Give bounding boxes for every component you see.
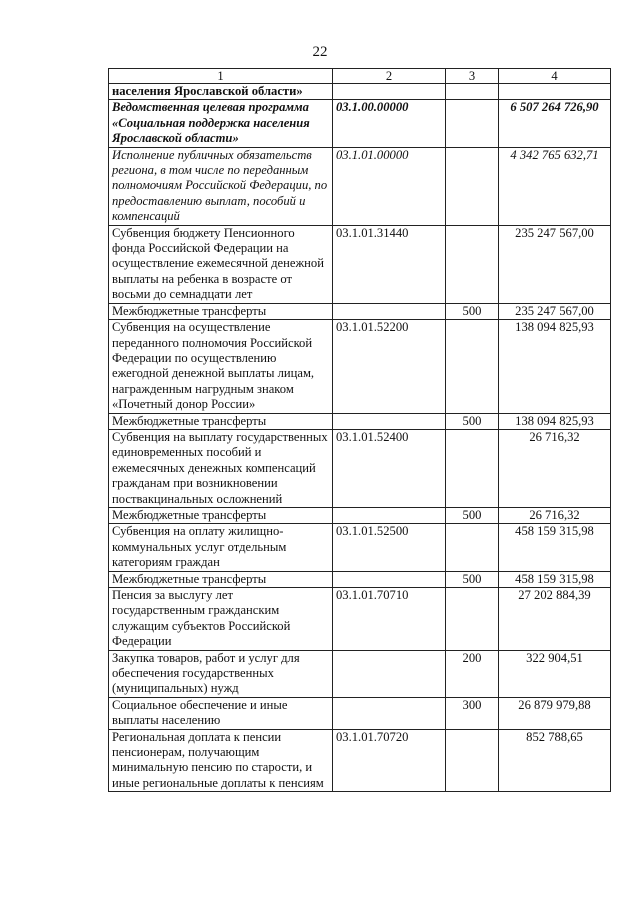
row-amount-cell: 235 247 567,00 — [499, 225, 611, 303]
row-amount-cell: 6 507 264 726,90 — [499, 100, 611, 147]
row-code-cell: 03.1.01.52500 — [333, 524, 446, 571]
table-body — [109, 84, 611, 792]
table-row — [109, 413, 611, 429]
table-row — [109, 320, 611, 413]
row-code-cell — [333, 507, 446, 523]
table-row — [109, 650, 611, 697]
row-type-cell: 500 — [446, 413, 499, 429]
row-code-cell — [333, 303, 446, 319]
row-type-cell: 500 — [446, 507, 499, 523]
table-row — [109, 588, 611, 651]
row-type-cell — [446, 320, 499, 413]
row-type-cell: 500 — [446, 303, 499, 319]
row-type-cell: 300 — [446, 697, 499, 729]
row-type-cell — [446, 84, 499, 100]
row-amount-cell: 235 247 567,00 — [499, 303, 611, 319]
row-code-cell: 03.1.01.00000 — [333, 147, 446, 225]
row-name-cell: Закупка товаров, работ и услуг для обеспечения государственных (муниципальных) нужд — [109, 650, 333, 697]
row-amount-cell — [499, 84, 611, 100]
row-code-cell: 03.1.01.70720 — [333, 729, 446, 792]
table-row — [109, 571, 611, 587]
row-type-cell — [446, 524, 499, 571]
row-type-cell: 500 — [446, 571, 499, 587]
table-row — [109, 225, 611, 303]
table-row — [109, 697, 611, 729]
row-amount-cell: 26 716,32 — [499, 507, 611, 523]
row-name-cell: Субвенция бюджету Пенсионного фонда Российской Федерации на осуществление ежемесячной денежной выплаты на ребенка в возрасте от восьми до семнадцати лет — [109, 225, 333, 303]
budget-table — [108, 68, 611, 792]
row-code-cell: 03.1.01.52400 — [333, 429, 446, 507]
row-amount-cell: 26 716,32 — [499, 429, 611, 507]
row-name-cell: населения Ярославской области» — [109, 84, 333, 100]
row-name-cell: Пенсия за выслугу лет государственным гражданским служащим субъектов Российской Федерации — [109, 588, 333, 651]
header-cell-2: 2 — [333, 69, 446, 84]
row-type-cell — [446, 588, 499, 651]
row-code-cell — [333, 571, 446, 587]
row-type-cell — [446, 147, 499, 225]
row-name-cell: Социальное обеспечение и иные выплаты населению — [109, 697, 333, 729]
table-row — [109, 429, 611, 507]
row-code-cell: 03.1.00.00000 — [333, 100, 446, 147]
row-name-cell: Межбюджетные трансферты — [109, 571, 333, 587]
row-code-cell — [333, 650, 446, 697]
row-code-cell: 03.1.01.52200 — [333, 320, 446, 413]
row-type-cell — [446, 100, 499, 147]
header-cell-1: 1 — [109, 69, 333, 84]
table-header-row — [109, 69, 611, 84]
row-amount-cell: 458 159 315,98 — [499, 571, 611, 587]
table-row — [109, 84, 611, 100]
row-amount-cell: 458 159 315,98 — [499, 524, 611, 571]
row-amount-cell: 138 094 825,93 — [499, 413, 611, 429]
row-code-cell — [333, 84, 446, 100]
row-type-cell: 200 — [446, 650, 499, 697]
row-amount-cell: 852 788,65 — [499, 729, 611, 792]
row-amount-cell: 26 879 979,88 — [499, 697, 611, 729]
row-amount-cell: 27 202 884,39 — [499, 588, 611, 651]
row-code-cell: 03.1.01.31440 — [333, 225, 446, 303]
table-row — [109, 303, 611, 319]
table-row — [109, 147, 611, 225]
table-row — [109, 729, 611, 792]
row-name-cell: Субвенция на оплату жилищно-коммунальных услуг отдельным категориям граждан — [109, 524, 333, 571]
row-amount-cell: 322 904,51 — [499, 650, 611, 697]
row-amount-cell: 4 342 765 632,71 — [499, 147, 611, 225]
row-name-cell: Межбюджетные трансферты — [109, 507, 333, 523]
row-type-cell — [446, 429, 499, 507]
row-code-cell — [333, 697, 446, 729]
page-number: 22 — [312, 44, 328, 60]
row-name-cell: Исполнение публичных обязательств региона, в том числе по переданным полномочиям Российской Федерации, по предоставлению выплат, пособий и компенсаций — [109, 147, 333, 225]
row-code-cell — [333, 413, 446, 429]
row-type-cell — [446, 225, 499, 303]
header-cell-3: 3 — [446, 69, 499, 84]
table-row — [109, 524, 611, 571]
row-name-cell: Субвенция на выплату государственных единовременных пособий и ежемесячных денежных компенсаций гражданам при возникновении поствакцинальных осложнений — [109, 429, 333, 507]
row-name-cell: Ведомственная целевая программа «Социальная поддержка населения Ярославской области» — [109, 100, 333, 147]
row-code-cell: 03.1.01.70710 — [333, 588, 446, 651]
row-type-cell — [446, 729, 499, 792]
header-cell-4: 4 — [499, 69, 611, 84]
row-name-cell: Межбюджетные трансферты — [109, 413, 333, 429]
row-name-cell: Субвенция на осуществление переданного полномочия Российской Федерации по осуществлению ежегодной денежной выплаты лицам, награжденным нагрудным знаком «Почетный донор России» — [109, 320, 333, 413]
table-row — [109, 100, 611, 147]
row-name-cell: Региональная доплата к пенсии пенсионерам, получающим минимальную пенсию по старости, и иные региональные доплаты к пенсиям — [109, 729, 333, 792]
row-amount-cell: 138 094 825,93 — [499, 320, 611, 413]
table-row — [109, 507, 611, 523]
row-name-cell: Межбюджетные трансферты — [109, 303, 333, 319]
